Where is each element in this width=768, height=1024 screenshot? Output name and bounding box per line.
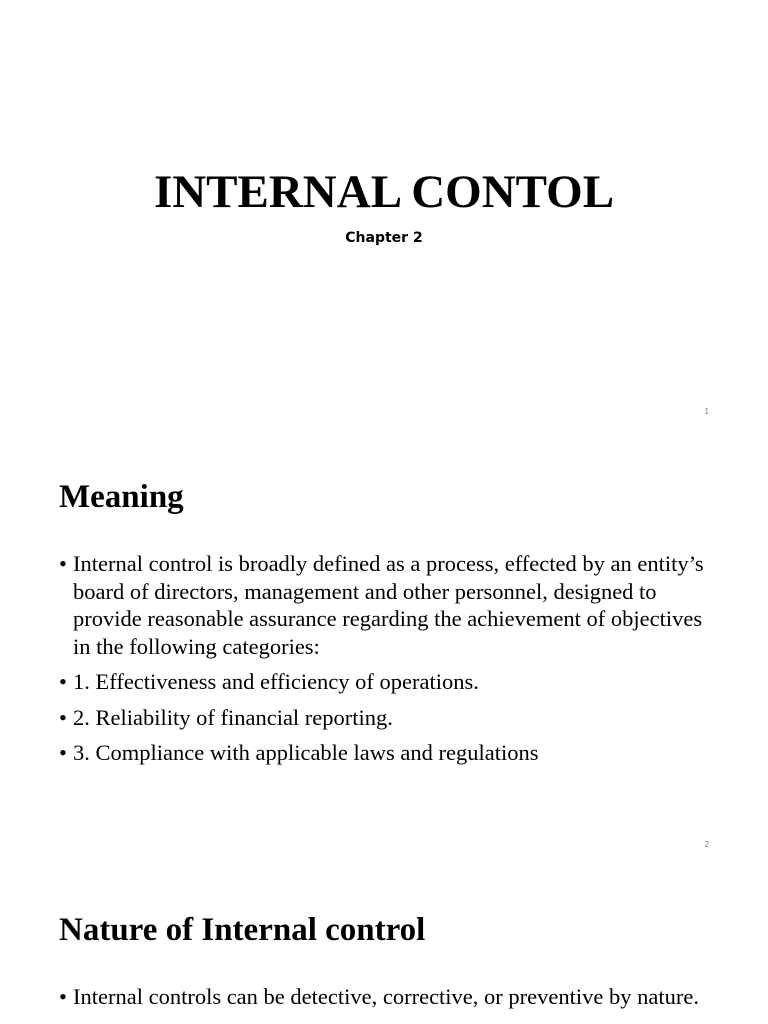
bullet-item: • 1. Effectiveness and efficiency of operations. [59,668,719,696]
slide-title: INTERNAL CONTOL [153,166,615,218]
slide-heading: Nature of Internal control [59,912,426,948]
slide-number: 2 [704,840,709,849]
slide-heading: Meaning [59,479,184,515]
slide-number: 1 [704,407,709,416]
bullet-list [59,550,719,775]
bullet-item: • Internal controls can be detective, corrective, or preventive by nature. [59,983,719,1011]
bullet-item: • 3. Compliance with applicable laws and regulations [59,739,719,767]
slide-2 [0,433,768,866]
bullet-list [59,983,719,1019]
slide-1 [0,0,768,433]
slide-subtitle: Chapter 2 [345,230,423,246]
bullet-item: • 2. Reliability of financial reporting. [59,704,719,732]
slide-3 [0,866,768,1024]
bullet-item: • Internal control is broadly defined as a process, effected by an entity’s board of directors, management and other personnel, designed to provide reasonable assurance regarding the achievement of objectives in the following categories: [59,550,719,660]
